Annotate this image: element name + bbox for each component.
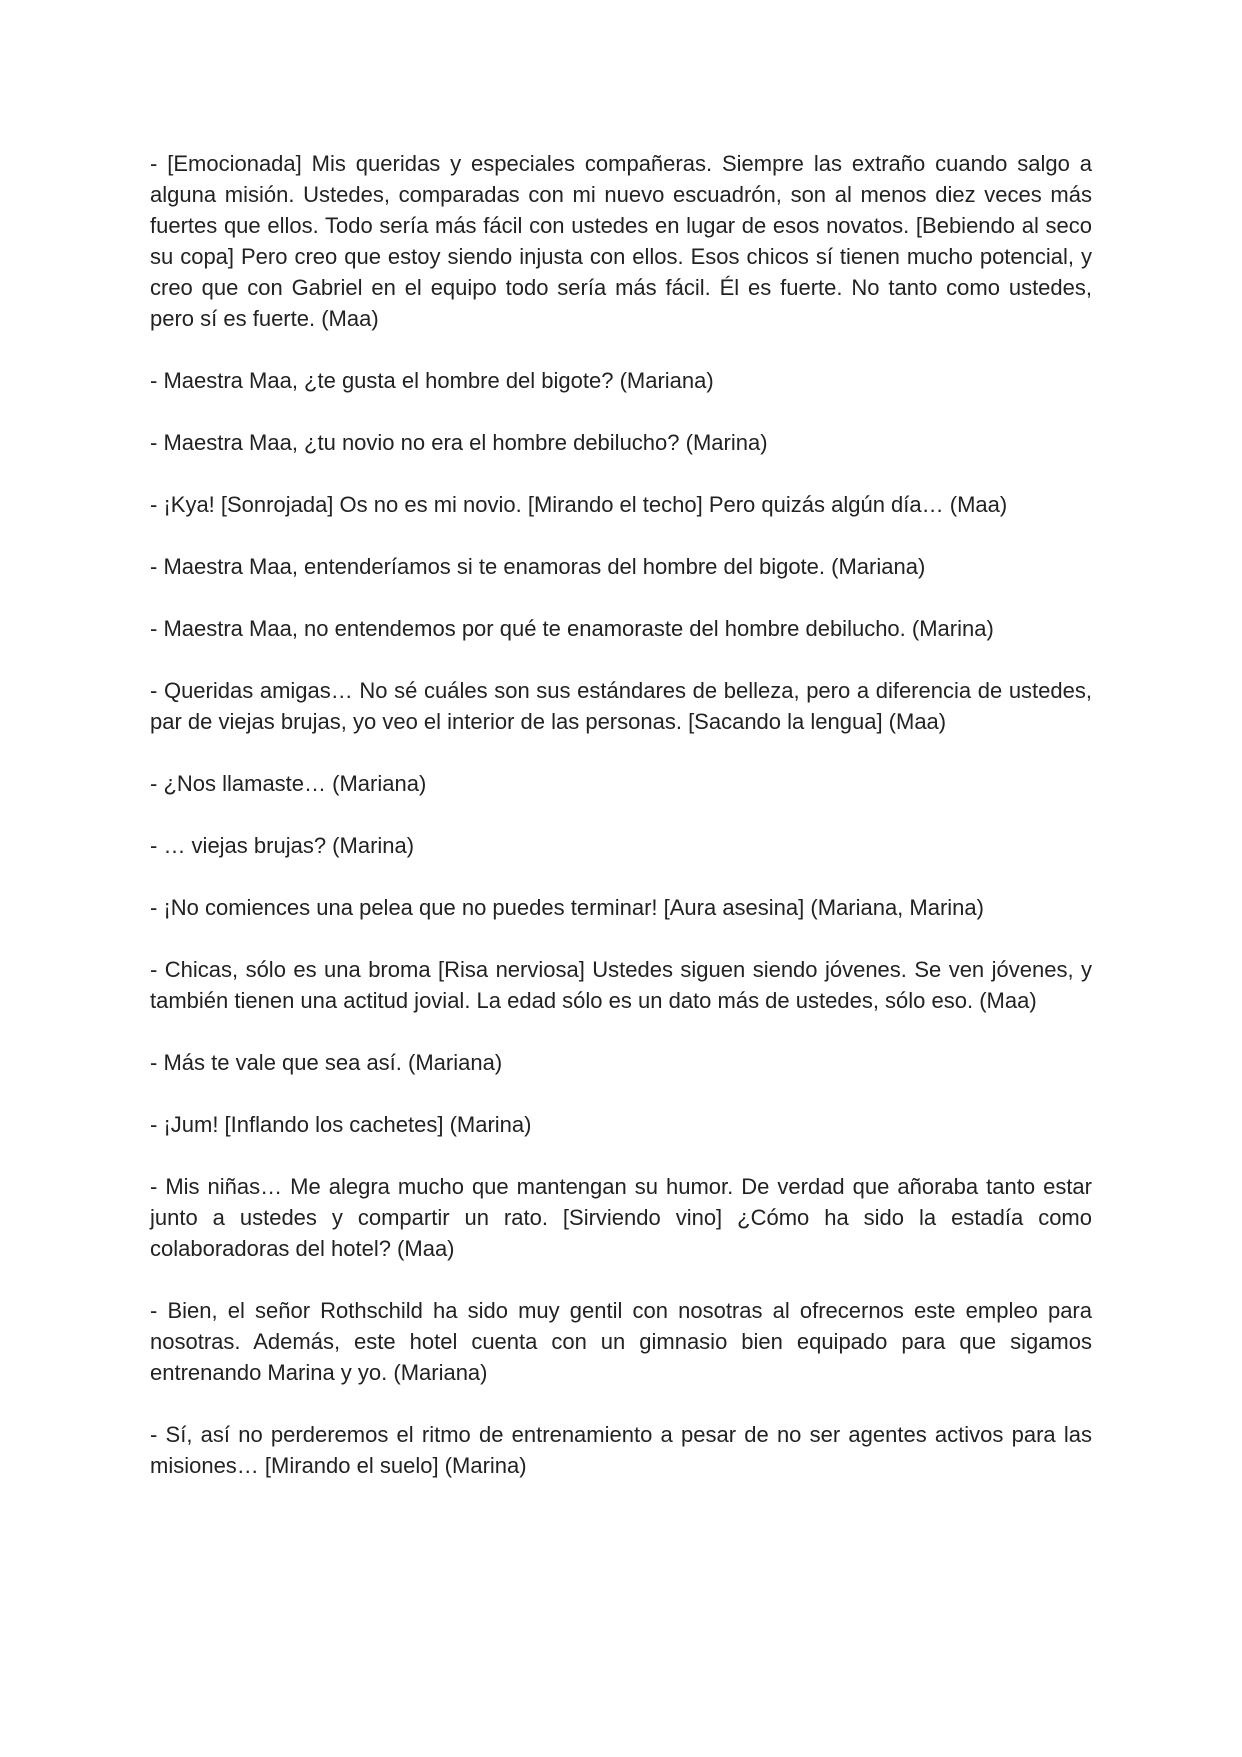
document-page <box>150 148 1092 1481</box>
dialogue-paragraph: - Mis niñas… Me alegra mucho que mantengan su humor. De verdad que añoraba tanto estar junto a ustedes y compartir un rato. [Sirviendo vino] ¿Cómo ha sido la estadía como colaboradoras del hotel? (Maa) <box>150 1174 1092 1261</box>
dialogue-paragraph: - ¡Jum! [Inflando los cachetes] (Marina) <box>150 1112 532 1137</box>
dialogue-paragraph: - Chicas, sólo es una broma [Risa nerviosa] Ustedes siguen siendo jóvenes. Se ven jóvenes, y también tienen una actitud jovial. La edad sólo es un dato más de ustedes, sólo eso. (Maa) <box>150 957 1092 1013</box>
dialogue-paragraph: - Sí, así no perderemos el ritmo de entrenamiento a pesar de no ser agentes activos para las misiones… [Mirando el suelo] (Marina) <box>150 1422 1092 1478</box>
dialogue-paragraph: - Maestra Maa, ¿tu novio no era el hombre debilucho? (Marina) <box>150 430 768 455</box>
dialogue-paragraph: - Maestra Maa, entenderíamos si te enamoras del hombre del bigote. (Mariana) <box>150 554 926 579</box>
dialogue-paragraph: - Más te vale que sea así. (Mariana) <box>150 1050 503 1075</box>
dialogue-paragraph: - ¡Kya! [Sonrojada] Os no es mi novio. [Mirando el techo] Pero quizás algún día… (Maa) <box>150 492 1008 517</box>
dialogue-paragraph: - Queridas amigas… No sé cuáles son sus estándares de belleza, pero a diferencia de ustedes, par de viejas brujas, yo veo el interior de las personas. [Sacando la lengua] (Maa) <box>150 678 1092 734</box>
dialogue-paragraph: - ¡No comiences una pelea que no puedes terminar! [Aura asesina] (Mariana, Marina) <box>150 895 984 920</box>
dialogue-paragraph: - ¿Nos llamaste… (Mariana) <box>150 771 427 796</box>
dialogue-paragraph: - Maestra Maa, no entendemos por qué te enamoraste del hombre debilucho. (Marina) <box>150 616 994 641</box>
dialogue-paragraph: - Maestra Maa, ¿te gusta el hombre del bigote? (Mariana) <box>150 368 714 393</box>
dialogue-paragraph: - Bien, el señor Rothschild ha sido muy gentil con nosotras al ofrecernos este empleo para nosotras. Además, este hotel cuenta con un gimnasio bien equipado para que sigamos entrenando Marina y yo. (Mariana) <box>150 1298 1092 1385</box>
dialogue-paragraph: - [Emocionada] Mis queridas y especiales compañeras. Siempre las extraño cuando salgo a alguna misión. Ustedes, comparadas con mi nuevo escuadrón, son al menos diez veces más fuertes que ellos. Todo sería más fácil con ustedes en lugar de esos novatos. [Bebiendo al seco su copa] Pero creo que estoy siendo injusta con ellos. Esos chicos sí tienen mucho potencial, y creo que con Gabriel en el equipo todo sería más fácil. Él es fuerte. No tanto como ustedes, pero sí es fuerte. (Maa) <box>150 151 1092 331</box>
dialogue-paragraph: - … viejas brujas? (Marina) <box>150 833 415 858</box>
